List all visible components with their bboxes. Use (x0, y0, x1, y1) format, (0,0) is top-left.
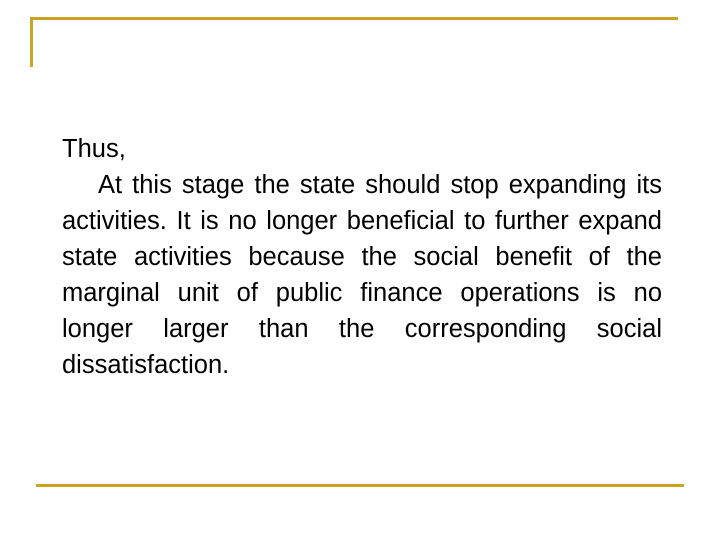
bottom-border-line (36, 484, 684, 487)
slide-body (62, 131, 662, 383)
top-border-line (30, 17, 678, 20)
body-paragraph: At this stage the state should stop expanding its activities. It is no longer beneficial to further expand state activities because the social benefit of the marginal unit of public finance operations is no longer larger than the corresponding social dissatisfaction. (62, 171, 662, 379)
lead-text: Thus, (62, 135, 126, 163)
left-border-line (30, 17, 33, 67)
